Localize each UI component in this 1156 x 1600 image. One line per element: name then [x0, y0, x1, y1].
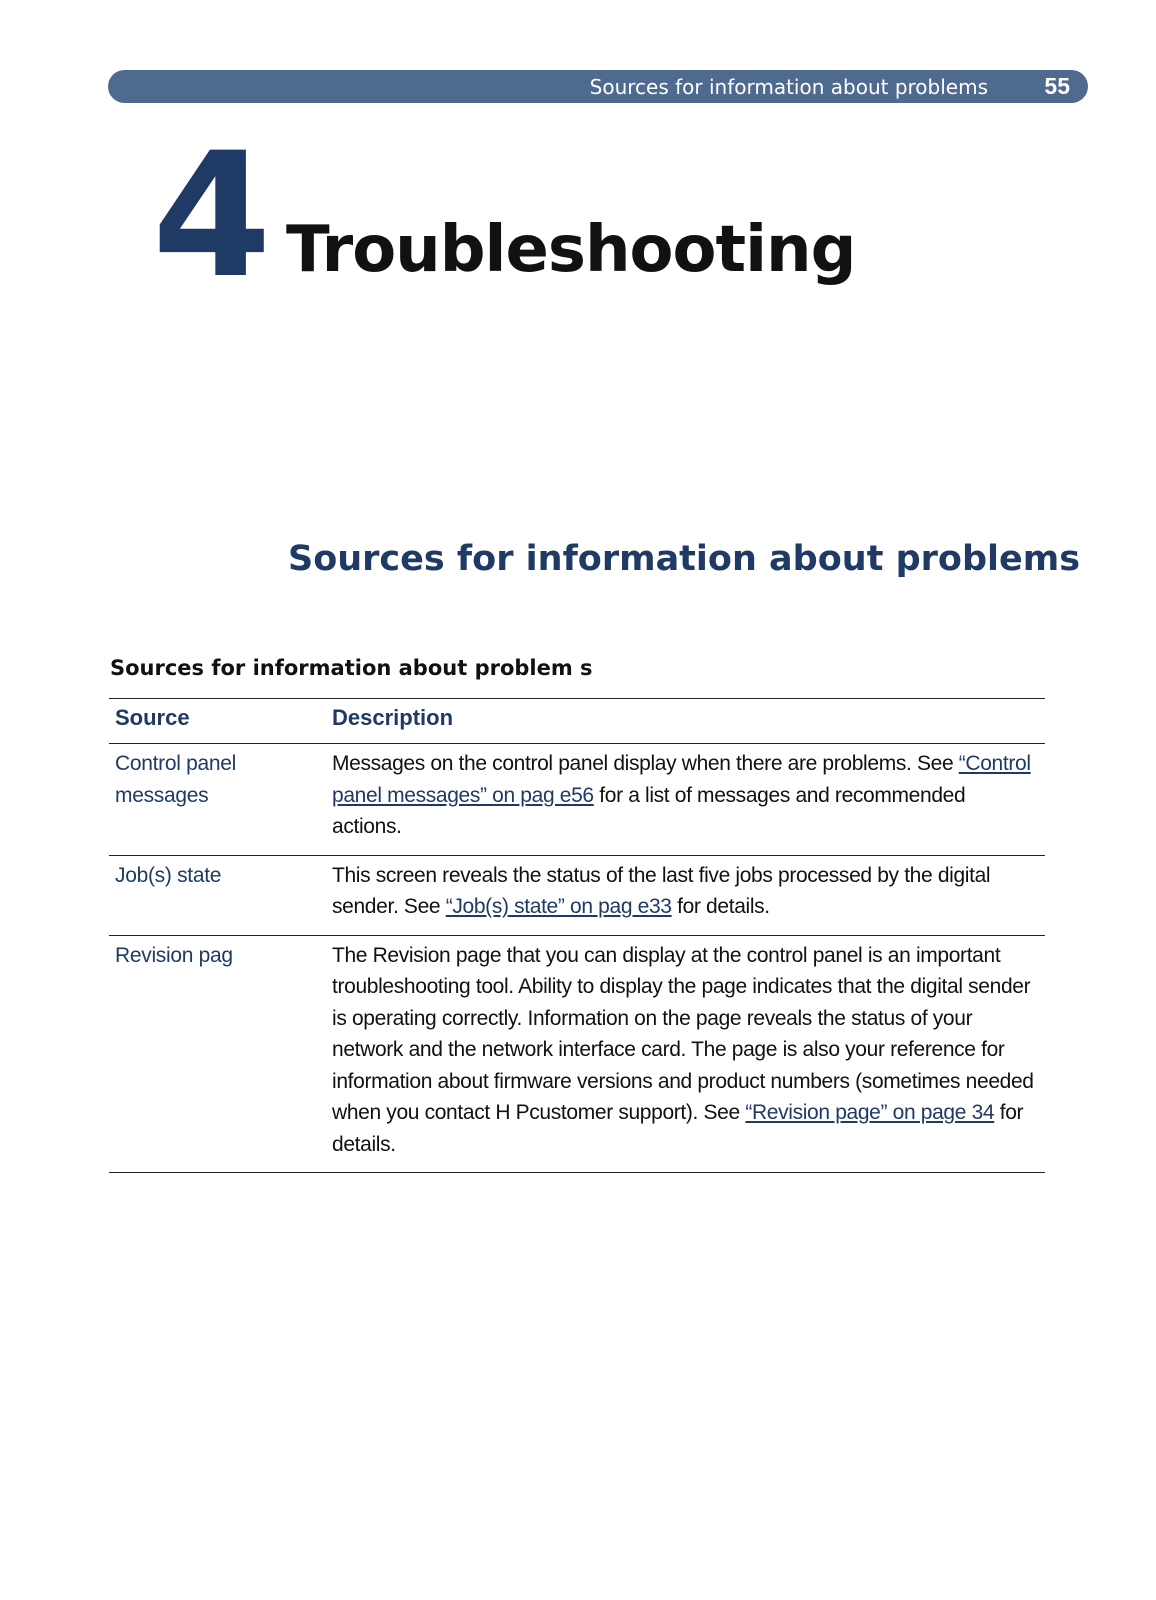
column-header-description: Description [332, 705, 454, 730]
cross-reference-link[interactable]: “Revision page” on page 34 [745, 1101, 995, 1124]
description-text: for details. [671, 895, 770, 918]
description-text: Messages on the control panel display when there are problems. See [332, 752, 959, 775]
description-text: The Revision page that you can display at the control panel is an important troubleshooting tool. Ability to display the page indicates that the digital sender is operating correctly. Information on the page reveals the status of your network and the network interface card. The page is also your reference for information about firmware versions and product numbers (sometimes needed when you contact H Pcustomer support). See [332, 943, 1034, 1124]
running-header-title: Sources for information about problems [589, 75, 988, 99]
cross-reference-link[interactable]: “Job(s) state” on pag e33 [445, 895, 672, 918]
chapter-title: Troubleshooting [286, 213, 856, 287]
source-cell: Revision pag [115, 943, 233, 967]
source-cell: Control panel messages [115, 752, 237, 807]
sources-table [109, 698, 1045, 1173]
description-text: for a list of messages and recommended actions. [332, 783, 966, 838]
cross-reference-link[interactable]: “Control panel messages” on pag e56 [332, 752, 1031, 807]
description-cell [332, 855, 1045, 935]
table-caption: Sources for information about problem s [110, 656, 593, 680]
column-header-source: Source [115, 705, 190, 730]
table-row [109, 935, 1045, 1173]
description-text: for details. [332, 1101, 1024, 1156]
chapter-number: 4 [152, 115, 268, 316]
description-cell [332, 935, 1045, 1173]
section-heading: Sources for information about problems [288, 539, 1081, 579]
table-header-row [109, 699, 1045, 744]
description-cell [332, 744, 1045, 856]
table-row [109, 744, 1045, 856]
source-cell: Job(s) state [115, 863, 222, 887]
table-row [109, 855, 1045, 935]
page-number: 55 [1044, 73, 1070, 99]
running-header [108, 70, 1088, 103]
description-text: This screen reveals the status of the last five jobs processed by the digital sender. See [332, 863, 991, 918]
